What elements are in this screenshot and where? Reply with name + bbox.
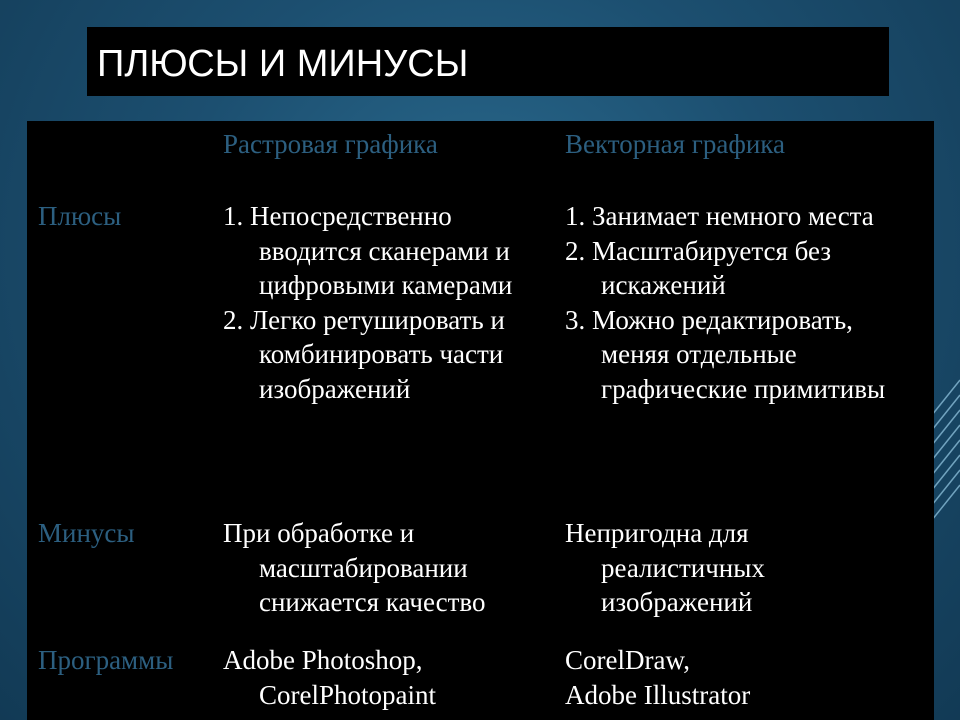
list-item: 2. Легко ретушировать и комбинировать части изображений (223, 304, 505, 404)
row-label-cons: Минусы (38, 518, 135, 548)
list-item: 2. Масштабируется без искажений (565, 235, 831, 300)
list-item: Adobe Illustrator (565, 679, 751, 710)
pros-vector-cell (565, 199, 917, 406)
header-raster: Растровая графика (223, 129, 438, 159)
list-item: 3. Можно редактировать, меняя отдельные графические примитивы (565, 304, 886, 404)
list-item: Adobe Photoshop, CorelPhotopaint (223, 645, 436, 710)
programs-raster-cell (223, 643, 523, 712)
header-vector: Векторная графика (565, 129, 785, 159)
cons-raster-cell (223, 516, 548, 620)
comparison-table (27, 121, 934, 720)
row-label-programs: Программы (38, 645, 174, 675)
title-bar (87, 27, 889, 96)
list-item: 1. Непосредственно вводится сканерами и цифровыми камерами (223, 201, 513, 300)
row-label-pros: Плюсы (38, 201, 122, 231)
page-title: ПЛЮСЫ И МИНУСЫ (97, 43, 469, 85)
list-item: При обработке и масштабировании снижается качество (223, 518, 486, 617)
cons-vector-cell (565, 516, 865, 620)
pros-raster-cell (223, 199, 548, 406)
list-item: CorelDraw, (565, 645, 690, 675)
list-item: Непригодна для реалистичных изображений (565, 518, 765, 617)
programs-vector-cell (565, 643, 905, 712)
list-item: 1. Занимает немного места (565, 201, 874, 231)
